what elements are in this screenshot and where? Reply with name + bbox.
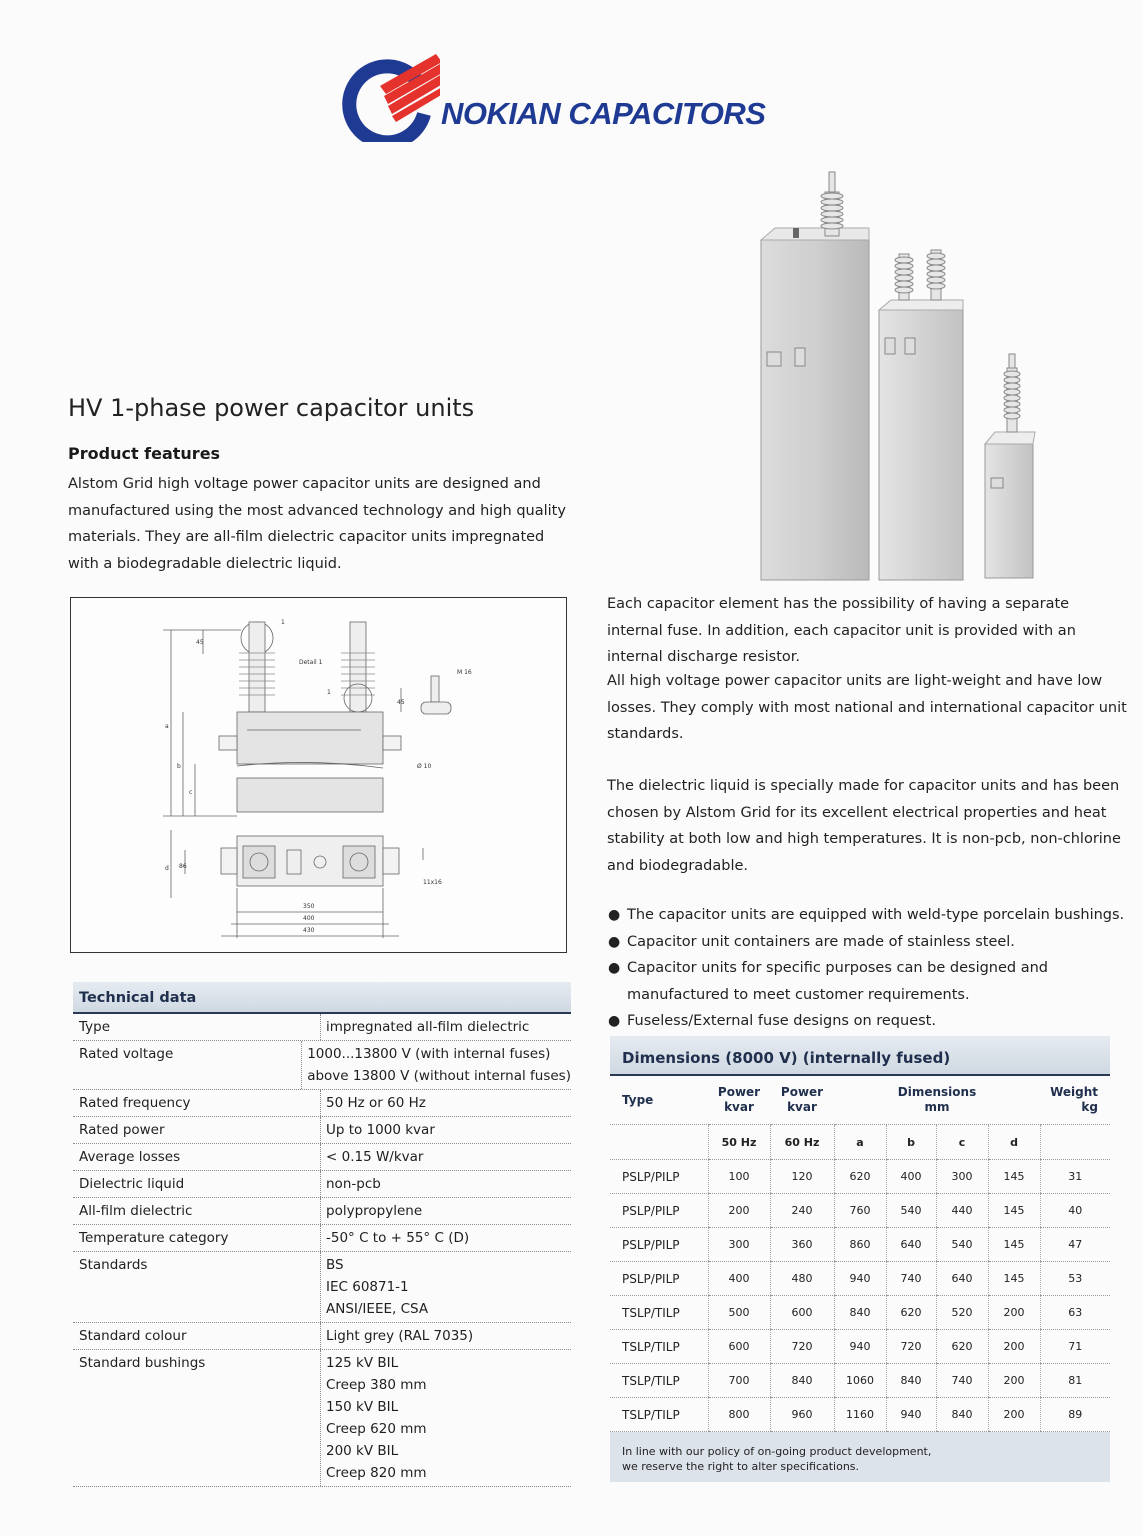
tech-value — [321, 1144, 571, 1170]
tech-label: Average losses — [73, 1144, 321, 1170]
dimensions-cell: 700 — [708, 1364, 770, 1398]
tech-value — [321, 1198, 571, 1224]
tech-value-line: Creep 380 mm — [326, 1377, 427, 1393]
dimensions-subheader-row — [610, 1125, 1110, 1160]
tech-label: Rated voltage — [73, 1041, 302, 1089]
drawing-label-350: 350 — [303, 903, 315, 910]
tech-value-line: Light grey (RAL 7035) — [326, 1328, 474, 1344]
dimensions-subheader-cell: c — [936, 1125, 988, 1160]
dimensions-cell: PSLP/PILP — [610, 1228, 708, 1262]
tech-label: Dielectric liquid — [73, 1171, 321, 1197]
dimensions-header-row — [610, 1076, 1110, 1125]
brand-logo — [340, 52, 820, 142]
dimensions-row — [610, 1194, 1110, 1228]
drawing-label-a: a — [165, 723, 169, 730]
dimensions-cell: 720 — [886, 1330, 936, 1364]
tech-value-line: non-pcb — [326, 1176, 381, 1192]
tech-row — [73, 1350, 571, 1487]
bullet-item: ● Capacitor unit containers are made of stainless steel. — [608, 929, 1128, 956]
tech-label: Rated power — [73, 1117, 321, 1143]
bullet-item: ● Capacitor units for specific purposes can be designed and manufactured to meet customer requirements. — [608, 955, 1128, 1008]
dimensions-cell: 71 — [1040, 1330, 1110, 1364]
drawing-label-m16: M 16 — [457, 669, 472, 676]
dimensions-cell: 40 — [1040, 1194, 1110, 1228]
tech-label: Rated frequency — [73, 1090, 321, 1116]
dimensions-cell: 600 — [708, 1330, 770, 1364]
dimensions-cell: 840 — [936, 1398, 988, 1432]
dimensions-row — [610, 1296, 1110, 1330]
tech-value-line: Up to 1000 kvar — [326, 1122, 435, 1138]
dimensions-cell: 960 — [770, 1398, 834, 1432]
dimensions-cell: 720 — [770, 1330, 834, 1364]
dimensions-cell: 81 — [1040, 1364, 1110, 1398]
dimensions-grid — [610, 1076, 1110, 1432]
dimensions-subheader-cell: d — [988, 1125, 1040, 1160]
dimensions-cell: TSLP/TILP — [610, 1398, 708, 1432]
dimensions-cell: 400 — [708, 1262, 770, 1296]
tech-row — [73, 1171, 571, 1198]
dimensions-cell: PSLP/PILP — [610, 1160, 708, 1194]
drawing-label-detail: Detail 1 — [299, 659, 323, 666]
tech-value — [321, 1350, 571, 1486]
drawing-label-c: c — [189, 789, 193, 796]
dimensions-header-cell: Type — [610, 1076, 708, 1125]
tech-row — [73, 1090, 571, 1117]
dimensions-cell: PSLP/PILP — [610, 1262, 708, 1296]
drawing-label-one: 1 — [327, 689, 331, 696]
tech-label: Temperature category — [73, 1225, 321, 1251]
tech-value — [321, 1225, 571, 1251]
drawing-label-callout: 1 — [281, 619, 285, 626]
dimensions-header-cell: Weight kg — [1040, 1076, 1110, 1125]
tech-value — [321, 1117, 571, 1143]
dimensions-cell: 400 — [886, 1160, 936, 1194]
dimensions-subheader-cell: 50 Hz — [708, 1125, 770, 1160]
dimensions-cell: 860 — [834, 1228, 886, 1262]
dimensions-cell: 200 — [988, 1296, 1040, 1330]
bullet-icon: ● — [608, 933, 621, 950]
dimensions-cell: 360 — [770, 1228, 834, 1262]
dimensions-cell: 300 — [708, 1228, 770, 1262]
tech-row — [73, 1144, 571, 1171]
tech-value-line: 200 kV BIL — [326, 1443, 399, 1459]
tech-value — [302, 1041, 571, 1089]
tech-label: All-film dielectric — [73, 1198, 321, 1224]
tech-value — [321, 1090, 571, 1116]
drawing-label-86: 86 — [179, 863, 187, 870]
tech-value — [321, 1252, 571, 1322]
page-title: HV 1-phase power capacitor units — [68, 394, 475, 422]
tech-value-line: 125 kV BIL — [326, 1355, 399, 1371]
dimensions-subheader-cell: 60 Hz — [770, 1125, 834, 1160]
tech-row — [73, 1225, 571, 1252]
dimensions-cell: 600 — [770, 1296, 834, 1330]
dimensions-subheader-cell: a — [834, 1125, 886, 1160]
dimensions-cell: 800 — [708, 1398, 770, 1432]
features-heading: Product features — [68, 444, 221, 463]
dimensions-row — [610, 1228, 1110, 1262]
tech-value-line: polypropylene — [326, 1203, 423, 1219]
tech-value — [321, 1323, 571, 1349]
capacitor-large — [761, 172, 869, 580]
dimensions-cell: 100 — [708, 1160, 770, 1194]
dimensions-cell: 740 — [936, 1364, 988, 1398]
tech-value-line: 1000...13800 V (with internal fuses) — [307, 1046, 551, 1062]
dimensions-cell: 31 — [1040, 1160, 1110, 1194]
drawing-label-45b: 45 — [397, 699, 405, 706]
tech-row — [73, 1117, 571, 1144]
tech-row — [73, 1252, 571, 1323]
tech-value — [321, 1014, 571, 1040]
dimensions-cell: 540 — [886, 1194, 936, 1228]
dimensions-cell: 480 — [770, 1262, 834, 1296]
feature-bullets — [608, 902, 1128, 1035]
tech-value-line: ANSI/IEEE, CSA — [326, 1301, 429, 1317]
tech-value-line: impregnated all-film dielectric — [326, 1019, 530, 1035]
dimensions-cell: 940 — [834, 1330, 886, 1364]
dimensions-cell: 640 — [886, 1228, 936, 1262]
dimensions-cell: 440 — [936, 1194, 988, 1228]
dimensions-cell: PSLP/PILP — [610, 1194, 708, 1228]
dimensions-cell: 620 — [886, 1296, 936, 1330]
dimensions-cell: 145 — [988, 1160, 1040, 1194]
tech-label: Standard bushings — [73, 1350, 321, 1486]
tech-value-line: BS — [326, 1257, 344, 1273]
dimensions-cell: 940 — [886, 1398, 936, 1432]
dimensions-cell: 145 — [988, 1194, 1040, 1228]
tech-row — [73, 1198, 571, 1225]
dimensions-subheader-cell — [1040, 1125, 1110, 1160]
dimensions-row — [610, 1160, 1110, 1194]
bullet-icon: ● — [608, 1013, 621, 1029]
tech-value — [321, 1171, 571, 1197]
dimensions-cell: TSLP/TILP — [610, 1330, 708, 1364]
dimensions-row — [610, 1364, 1110, 1398]
dimensions-cell: TSLP/TILP — [610, 1364, 708, 1398]
dimensions-row — [610, 1398, 1110, 1432]
dimensions-cell: 620 — [936, 1330, 988, 1364]
dimensions-cell: 520 — [936, 1296, 988, 1330]
paragraph-dielectric-liquid: The dielectric liquid is specially made for capacitor units and has been chosen by Alstom Grid for its excellent electrical properties and heat stability at both low and high temperatures. It is non-pcb, non-chlorine and biodegradable. — [607, 778, 1121, 874]
bullet-item: ● The capacitor units are equipped with weld-type porcelain bushings. — [608, 902, 1128, 929]
drawing-label-45: 45 — [196, 639, 204, 646]
dimensions-header-cell: Power kvar — [708, 1076, 770, 1125]
dimensions-row — [610, 1330, 1110, 1364]
bullet-icon: ● — [608, 907, 621, 923]
dimensions-cell: 200 — [988, 1398, 1040, 1432]
dimensions-cell: 240 — [770, 1194, 834, 1228]
tech-value-line: 150 kV BIL — [326, 1399, 399, 1415]
dimensions-cell: 840 — [770, 1364, 834, 1398]
dimensions-cell: 53 — [1040, 1262, 1110, 1296]
dimensions-footnote: In line with our policy of on-going product development, we reserve the right to alter specifications. — [610, 1432, 1110, 1482]
dimensions-cell: TSLP/TILP — [610, 1296, 708, 1330]
nokian-logo-icon — [340, 52, 440, 142]
technical-data-table — [73, 982, 571, 1487]
dimensions-cell: 120 — [770, 1160, 834, 1194]
tech-value-line: Creep 620 mm — [326, 1421, 427, 1437]
product-photo — [745, 162, 1045, 587]
tech-label: Standards — [73, 1252, 321, 1322]
tech-value-line: -50° C to + 55° C (D) — [326, 1230, 470, 1246]
drawing-label-b: b — [177, 763, 181, 770]
tech-row — [73, 1014, 571, 1041]
paragraph-low-losses: All high voltage power capacitor units are light-weight and have low losses. They comply with most national and international capacitor unit standards. — [607, 673, 1127, 742]
bullet-icon: ● — [608, 960, 621, 976]
tech-value-line: 50 Hz or 60 Hz — [326, 1095, 426, 1111]
dimensions-cell: 1160 — [834, 1398, 886, 1432]
dimensions-row — [610, 1262, 1110, 1296]
capacitor-medium — [879, 250, 963, 580]
dimensions-cell: 200 — [988, 1330, 1040, 1364]
drawing-label-400: 400 — [303, 915, 315, 922]
brand-name: NOKIAN CAPACITORS — [441, 96, 766, 131]
dimensions-cell: 760 — [834, 1194, 886, 1228]
dimensions-header-cell: Dimensions mm — [834, 1076, 1040, 1125]
dimensions-cell: 145 — [988, 1228, 1040, 1262]
dimensions-cell: 620 — [834, 1160, 886, 1194]
paragraph-internal-fuse: Each capacitor element has the possibility of having a separate internal fuse. In addition, each capacitor unit is provided with an internal discharge resistor. — [607, 596, 1076, 665]
tech-value-line: above 13800 V (without internal fuses) — [307, 1068, 571, 1084]
drawing-label-d10: Ø 10 — [417, 763, 432, 770]
features-text: Alstom Grid high voltage power capacitor units are designed and manufactured using the most advanced technology and high quality materials. They are all-film dielectric capacitor units impregnated with a biodegradable dielectric liquid. — [68, 476, 566, 572]
dimensions-cell: 300 — [936, 1160, 988, 1194]
dimensions-subheader-cell — [610, 1125, 708, 1160]
dimensions-cell: 47 — [1040, 1228, 1110, 1262]
dimensions-cell: 840 — [834, 1296, 886, 1330]
dimensions-cell: 540 — [936, 1228, 988, 1262]
drawing-label-430: 430 — [303, 927, 315, 934]
dimensions-header-cell: Power kvar — [770, 1076, 834, 1125]
technical-data-heading: Technical data — [73, 982, 571, 1014]
tech-row — [73, 1323, 571, 1350]
dimensions-subheader-cell: b — [886, 1125, 936, 1160]
dimensions-cell: 200 — [988, 1364, 1040, 1398]
tech-value-line: < 0.15 W/kvar — [326, 1149, 424, 1165]
dimensions-cell: 63 — [1040, 1296, 1110, 1330]
capacitor-small — [985, 354, 1035, 578]
dimensions-cell: 200 — [708, 1194, 770, 1228]
dimensions-cell: 740 — [886, 1262, 936, 1296]
drawing-label-d: d — [165, 865, 169, 872]
technical-drawing — [70, 597, 567, 953]
dimensions-cell: 1060 — [834, 1364, 886, 1398]
drawing-label-slot: 11x16 — [423, 879, 442, 886]
tech-label: Standard colour — [73, 1323, 321, 1349]
tech-label: Type — [73, 1014, 321, 1040]
dimensions-cell: 840 — [886, 1364, 936, 1398]
dimensions-cell: 500 — [708, 1296, 770, 1330]
dimensions-cell: 145 — [988, 1262, 1040, 1296]
dimensions-cell: 940 — [834, 1262, 886, 1296]
tech-value-line: Creep 820 mm — [326, 1465, 427, 1481]
tech-row — [73, 1041, 571, 1090]
dimensions-heading: Dimensions (8000 V) (internally fused) — [610, 1036, 1110, 1076]
dimensions-table — [610, 1036, 1110, 1482]
bullet-item: ● Fuseless/External fuse designs on request. — [608, 1008, 1128, 1035]
dimensions-cell: 640 — [936, 1262, 988, 1296]
technical-data-rows — [73, 1014, 571, 1487]
dimensions-cell: 89 — [1040, 1398, 1110, 1432]
tech-value-line: IEC 60871-1 — [326, 1279, 409, 1295]
